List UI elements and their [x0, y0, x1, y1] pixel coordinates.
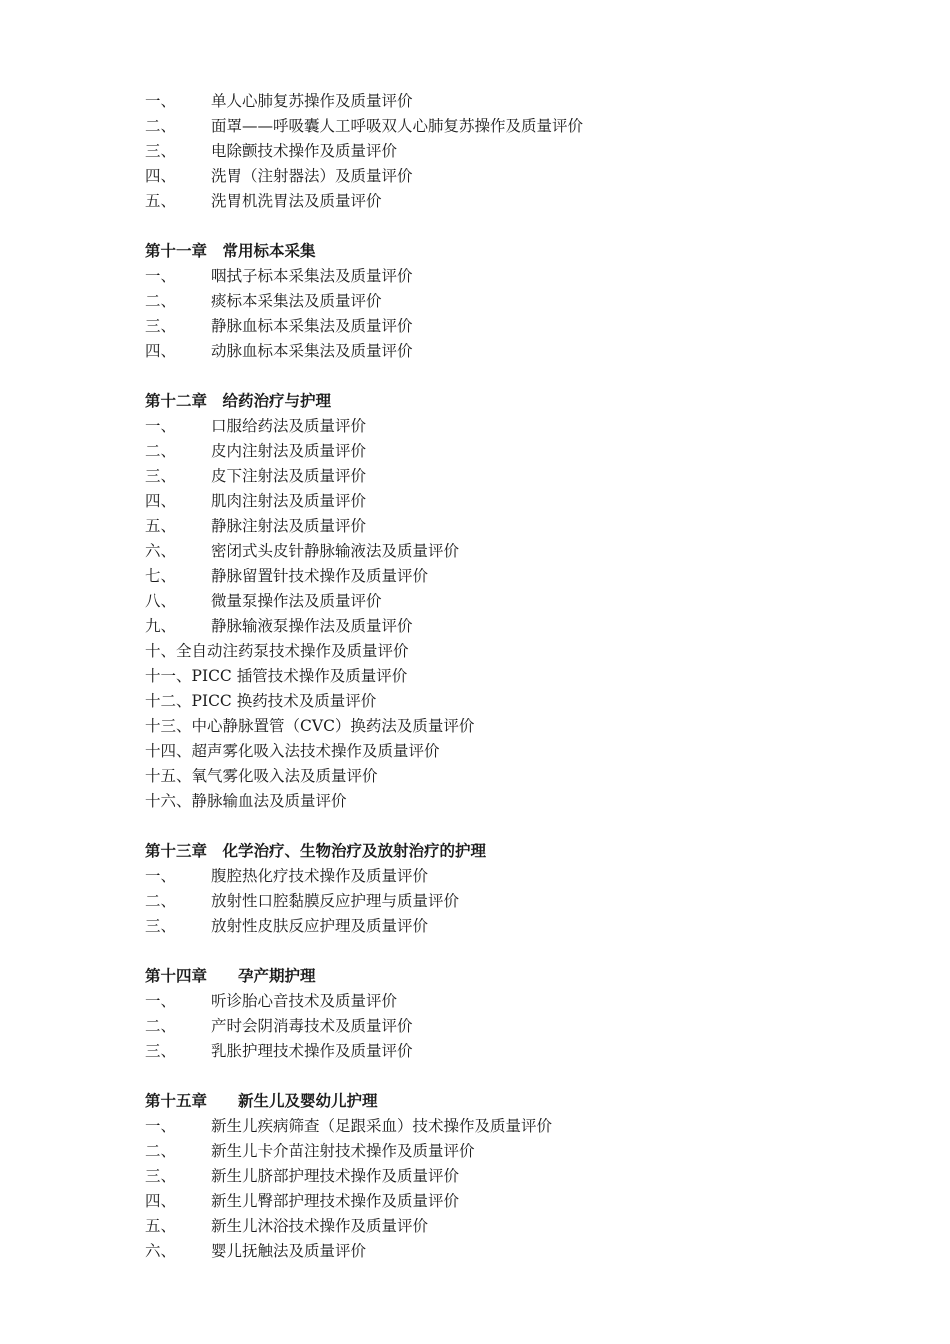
item-title: 听诊胎心音技术及质量评价	[211, 992, 398, 1010]
item-title: 咽拭子标本采集法及质量评价	[211, 267, 413, 285]
list-item	[145, 889, 925, 914]
item-number: 二、	[145, 442, 177, 460]
item-title: 面罩——呼吸囊人工呼吸双人心肺复苏操作及质量评价	[211, 117, 584, 135]
list-item	[145, 414, 925, 439]
item-number: 五、	[145, 517, 177, 535]
list-item	[145, 1139, 925, 1164]
item-title: 新生儿臀部护理技术操作及质量评价	[211, 1192, 460, 1210]
item-title: 电除颤技术操作及质量评价	[211, 142, 398, 160]
list-item	[145, 314, 925, 339]
item-title: 中心静脉置管（CVC）换药法及质量评价	[191, 717, 475, 735]
list-item	[145, 789, 925, 814]
chapter-section	[145, 389, 925, 814]
item-number: 四、	[145, 342, 177, 360]
item-title: 新生儿脐部护理技术操作及质量评价	[211, 1167, 460, 1185]
item-number: 二、	[145, 1142, 177, 1160]
item-number: 一、	[145, 417, 177, 435]
chapter-heading: 第十一章 常用标本采集	[145, 242, 316, 260]
list-item	[145, 764, 925, 789]
item-number: 三、	[145, 467, 177, 485]
list-item	[145, 339, 925, 364]
item-number: 四、	[145, 167, 177, 185]
item-title: 痰标本采集法及质量评价	[211, 292, 382, 310]
item-number: 二、	[145, 117, 177, 135]
item-title: 静脉注射法及质量评价	[211, 517, 367, 535]
item-number: 四、	[145, 1192, 177, 1210]
item-title: 婴儿抚触法及质量评价	[211, 1242, 367, 1260]
item-number: 一、	[145, 267, 177, 285]
list-item	[145, 689, 925, 714]
list-item	[145, 114, 925, 139]
chapter-heading: 第十四章 孕产期护理	[145, 967, 316, 985]
list-item	[145, 1214, 925, 1239]
list-item	[145, 514, 925, 539]
item-title: 腹腔热化疗技术操作及质量评价	[211, 867, 429, 885]
item-title: 乳胀护理技术操作及质量评价	[211, 1042, 413, 1060]
list-item	[145, 464, 925, 489]
chapter-heading: 第十三章 化学治疗、生物治疗及放射治疗的护理	[145, 842, 487, 860]
chapter-section	[145, 239, 925, 364]
item-title: 氧气雾化吸入法及质量评价	[191, 767, 378, 785]
item-title: PICC 换药技术及质量评价	[191, 692, 377, 710]
list-item	[145, 189, 925, 214]
item-title: 放射性口腔黏膜反应护理与质量评价	[211, 892, 460, 910]
item-number: 三、	[145, 917, 177, 935]
list-item	[145, 989, 925, 1014]
list-item	[145, 1114, 925, 1139]
item-number: 一、	[145, 1117, 177, 1135]
item-number: 二、	[145, 892, 177, 910]
list-item	[145, 264, 925, 289]
item-number: 三、	[145, 1167, 177, 1185]
item-number: 十一、	[145, 667, 192, 685]
chapter-section	[145, 964, 925, 1064]
list-item	[145, 139, 925, 164]
item-title: 密闭式头皮针静脉输液法及质量评价	[211, 542, 460, 560]
item-number: 十二、	[145, 692, 192, 710]
item-title: 新生儿卡介苗注射技术操作及质量评价	[211, 1142, 475, 1160]
item-title: 洗胃机洗胃法及质量评价	[211, 192, 382, 210]
list-item	[145, 864, 925, 889]
item-number: 二、	[145, 1017, 177, 1035]
list-item	[145, 1164, 925, 1189]
item-title: PICC 插管技术操作及质量评价	[191, 667, 408, 685]
list-item	[145, 439, 925, 464]
item-number: 十四、	[145, 742, 192, 760]
item-title: 放射性皮肤反应护理及质量评价	[211, 917, 429, 935]
item-title: 产时会阴消毒技术及质量评价	[211, 1017, 413, 1035]
list-item	[145, 664, 925, 689]
item-number: 十三、	[145, 717, 192, 735]
item-title: 动脉血标本采集法及质量评价	[211, 342, 413, 360]
list-item	[145, 489, 925, 514]
chapter-heading: 第十二章 给药治疗与护理	[145, 392, 332, 410]
item-number: 一、	[145, 992, 177, 1010]
chapter-section	[145, 839, 925, 939]
item-number: 二、	[145, 292, 177, 310]
list-item	[145, 614, 925, 639]
list-item	[145, 564, 925, 589]
item-number: 九、	[145, 617, 177, 635]
item-title: 超声雾化吸入法技术操作及质量评价	[191, 742, 440, 760]
item-title: 口服给药法及质量评价	[211, 417, 367, 435]
item-title: 全自动注药泵技术操作及质量评价	[176, 642, 409, 660]
list-item	[145, 1014, 925, 1039]
document-page	[145, 89, 925, 1264]
item-title: 新生儿沐浴技术操作及质量评价	[211, 1217, 429, 1235]
item-title: 微量泵操作法及质量评价	[211, 592, 382, 610]
item-number: 十、	[145, 642, 177, 660]
item-number: 三、	[145, 142, 177, 160]
list-item	[145, 714, 925, 739]
item-title: 皮内注射法及质量评价	[211, 442, 367, 460]
item-number: 五、	[145, 1217, 177, 1235]
item-title: 静脉输液泵操作法及质量评价	[211, 617, 413, 635]
item-title: 新生儿疾病筛查（足跟采血）技术操作及质量评价	[211, 1117, 553, 1135]
item-number: 一、	[145, 92, 177, 110]
list-item	[145, 1239, 925, 1264]
item-title: 皮下注射法及质量评价	[211, 467, 367, 485]
item-title: 洗胃（注射器法）及质量评价	[211, 167, 413, 185]
list-item	[145, 539, 925, 564]
item-number: 十六、	[145, 792, 192, 810]
list-item	[145, 639, 925, 664]
list-item	[145, 289, 925, 314]
item-title: 肌肉注射法及质量评价	[211, 492, 367, 510]
item-number: 五、	[145, 192, 177, 210]
list-item	[145, 589, 925, 614]
item-title: 静脉留置针技术操作及质量评价	[211, 567, 429, 585]
chapter-section	[145, 89, 925, 214]
item-number: 六、	[145, 542, 177, 560]
list-item	[145, 89, 925, 114]
item-number: 一、	[145, 867, 177, 885]
list-item	[145, 1189, 925, 1214]
list-item	[145, 164, 925, 189]
item-number: 七、	[145, 567, 177, 585]
list-item	[145, 739, 925, 764]
item-number: 八、	[145, 592, 177, 610]
item-title: 静脉输血法及质量评价	[191, 792, 347, 810]
item-number: 六、	[145, 1242, 177, 1260]
list-item	[145, 914, 925, 939]
chapter-section	[145, 1089, 925, 1264]
item-number: 三、	[145, 317, 177, 335]
chapter-heading: 第十五章 新生儿及婴幼儿护理	[145, 1092, 378, 1110]
item-number: 四、	[145, 492, 177, 510]
item-number: 三、	[145, 1042, 177, 1060]
item-title: 静脉血标本采集法及质量评价	[211, 317, 413, 335]
item-title: 单人心肺复苏操作及质量评价	[211, 92, 413, 110]
list-item	[145, 1039, 925, 1064]
item-number: 十五、	[145, 767, 192, 785]
